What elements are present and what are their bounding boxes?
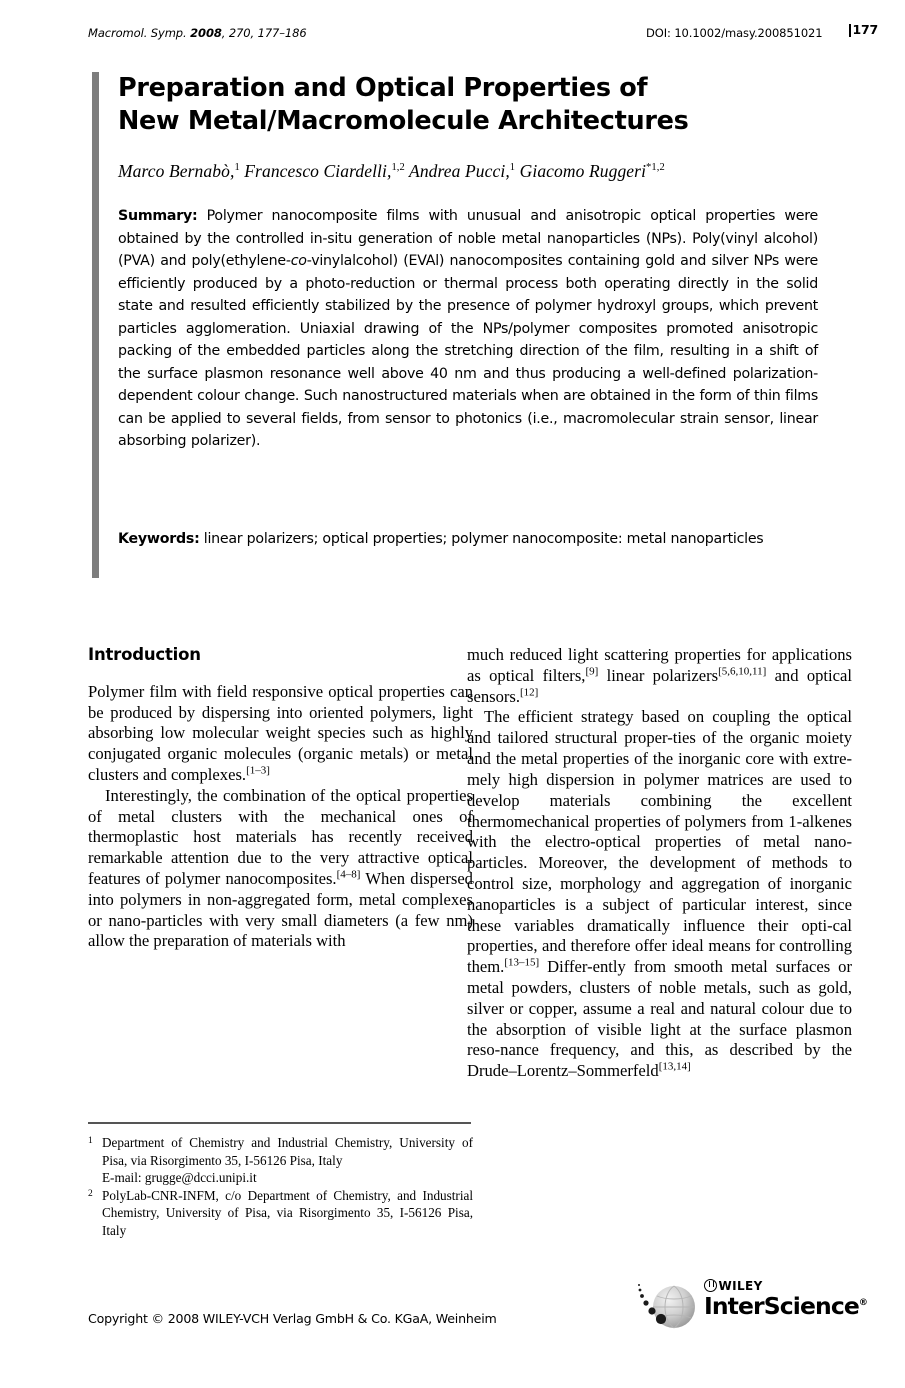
summary-abstract [118, 205, 818, 453]
copyright-notice: Copyright © 2008 WILEY-VCH Verlag GmbH & Co. KGaA, Weinheim [88, 1311, 497, 1326]
globe-sphere-icon [638, 1278, 700, 1332]
citation-ref-4-8: [4–8] [336, 868, 361, 881]
author-4-affiliation-marker: *1,2 [646, 161, 665, 173]
interscience-label: InterScience [704, 1292, 859, 1320]
keywords-block [118, 528, 818, 551]
citation-ref-9: [9] [585, 665, 599, 678]
citation-ref-12: [12] [520, 686, 539, 699]
keywords-text: linear polarizers; optical properties; polymer nanocomposite: metal nanoparticles [199, 531, 764, 547]
footnote-1-marker: 1 [88, 1136, 93, 1146]
paragraph-left-2-text: Interestingly, the combination of the optical properties of metal clusters with the mechanical ones of thermoplastic host materials has recently received remarkable attention due to the very attractive optical features of polymer nanocomposites. [88, 785, 473, 889]
citation-ref-5-6-10-11: [5,6,10,11] [718, 665, 767, 678]
title-block [118, 72, 878, 182]
journal-volume-pages: , 270, 177–186 [221, 26, 307, 40]
paragraph-right-1-text-c: and optical sensors. [467, 665, 852, 706]
author-4: Giacomo Ruggeri [515, 160, 647, 181]
wiley-interscience-logo [616, 1276, 867, 1334]
journal-year: 2008 [190, 26, 222, 40]
citation-ref-13-14: [13,14] [658, 1060, 691, 1073]
page-number-rule-icon [849, 24, 851, 37]
paragraph-right-1-text-b: linear polarizers [598, 665, 719, 685]
paragraph-right-2 [467, 707, 852, 1082]
body-column-right [467, 645, 852, 1082]
author-2-affiliation-marker: 1,2 [391, 161, 405, 173]
paragraph-right-1 [467, 645, 852, 707]
summary-text-part-1: Polymer nanocomposite films with unusual and anisotropic optical properties were obtained by the controlled in-situ generation of noble metal nanoparticles (NPs). Poly(vinyl alcohol) (PVA) and poly(ethylene- [118, 208, 818, 269]
paragraph-left-1 [88, 682, 473, 786]
body-column-left [88, 645, 473, 952]
author-2: Francesco Ciardelli, [239, 160, 392, 181]
wiley-emblem-icon [704, 1279, 717, 1292]
wiley-label: WILEY [718, 1278, 763, 1293]
summary-label: Summary: [118, 208, 198, 224]
title-line-1: Preparation and Optical Properties of [118, 73, 648, 103]
journal-name: Macromol. Symp. [88, 26, 187, 40]
page-title [118, 72, 878, 139]
author-list [118, 161, 878, 182]
doi-text: DOI: 10.1002/masy.200851021 [646, 26, 823, 40]
author-3: Andrea Pucci, [404, 160, 510, 181]
paragraph-right-2-text-b: Differ-ently from smooth metal surfaces or metal powders, clusters of noble metals, such as gold, silver or copper, assume a real and natural colour due to the absorption of visible light at the surface plasmon reso-nance frequency, and this, as described by the Drude–Lorentz–Sommerfeld [467, 957, 852, 1081]
title-side-rule [92, 72, 99, 578]
section-heading-introduction: Introduction [88, 645, 201, 664]
summary-text-part-2: -vinylalcohol) (EVAl) nanocomposites containing gold and silver NPs were efficiently produced by a photo-reduction or thermal process both operating directly in the solid state and resulted efficiently stabilized by the presence of polymer hydroxyl groups, which prevent particles agglomeration. Uniaxial drawing of the NPs/polymer composites promoted anisotropic packing of the embedded particles along the stretching direction of the film, resulting in a shift of the surface plasmon resonance well above 40 nm and thus producing a well-defined polarization-dependent colour change. Such nanostructured materials when are obtained in the form of thin films can be applied to several fields, from sensor to photonics (i.e., macromolecular strain sensor, linear absorbing polarizer). [118, 253, 818, 449]
paragraph-right-2-text-a: The efficient strategy based on coupling the optical and tailored structural proper-ties of the organic moiety and the metal properties of the inorganic core with extre-mely high dispersion in polymer matrices are used to develop materials combining the excellent thermomechanical properties of polymers from 1-alkenes with the electro-optical properties of metal nano-particles. Moreover, the development of methods to control size, morphology and aggregation of inorganic nanoparticles is a subject of particular interest, since these variables dramatically influence their opti-cal properties, and therefore offer ideal means for controlling them. [467, 707, 852, 977]
footnote-2 [88, 1187, 473, 1240]
paragraph-left-1-text: Polymer film with field responsive optical properties can be produced by dispersing into oriented polymers, light absorbing low molecular weight species such as highly conjugated organic molecules (organic metals) or metal clusters and complexes. [88, 681, 473, 784]
interscience-wordmark [704, 1292, 867, 1320]
registered-trademark-icon: ® [858, 1298, 867, 1309]
citation-ref-1-3: [1–3] [246, 764, 270, 777]
citation-ref-13-15: [13–15] [504, 956, 540, 969]
paragraph-left-2 [88, 786, 473, 953]
footnote-1-email: E-mail: grugge@dcci.unipi.it [102, 1170, 257, 1186]
summary-italic-co: co [290, 253, 307, 269]
running-head-right [646, 22, 878, 40]
paragraph-left-2-text-after: When dispersed into polymers in non-aggregated form, metal complexes or nano-particles with very small diameters (a few nm) allow the preparation of materials with [88, 869, 473, 951]
wiley-wordmark [704, 1279, 867, 1292]
footnote-separator-rule [88, 1122, 471, 1124]
footnote-1 [88, 1134, 473, 1169]
footnotes-block [88, 1134, 473, 1239]
footnote-1-text: Department of Chemistry and Industrial Chemistry, University of Pisa, via Risorgimento 35, I-56126 Pisa, Italy [102, 1135, 473, 1168]
journal-citation [88, 26, 307, 40]
logo-wordmark [704, 1276, 867, 1319]
author-3-affiliation-marker: 1 [509, 161, 516, 173]
author-1: Marco Bernabò, [118, 160, 235, 181]
footnote-2-marker: 2 [88, 1188, 93, 1199]
footnote-2-text: PolyLab-CNR-INFM, c/o Department of Chemistry, and Industrial Chemistry, University of Pisa, via Risorgimento 35, I-56126 Pisa, Italy [102, 1187, 473, 1238]
keywords-label: Keywords: [118, 531, 200, 547]
page-number-group [849, 22, 879, 37]
title-line-2: New Metal/Macromolecule Architectures [118, 106, 689, 137]
running-head [88, 22, 878, 42]
paragraph-right-1-text-a: much reduced light scattering properties for applications as optical filters, [467, 645, 852, 685]
page-number: 177 [852, 22, 878, 37]
author-1-affiliation-marker: 1 [234, 161, 240, 173]
